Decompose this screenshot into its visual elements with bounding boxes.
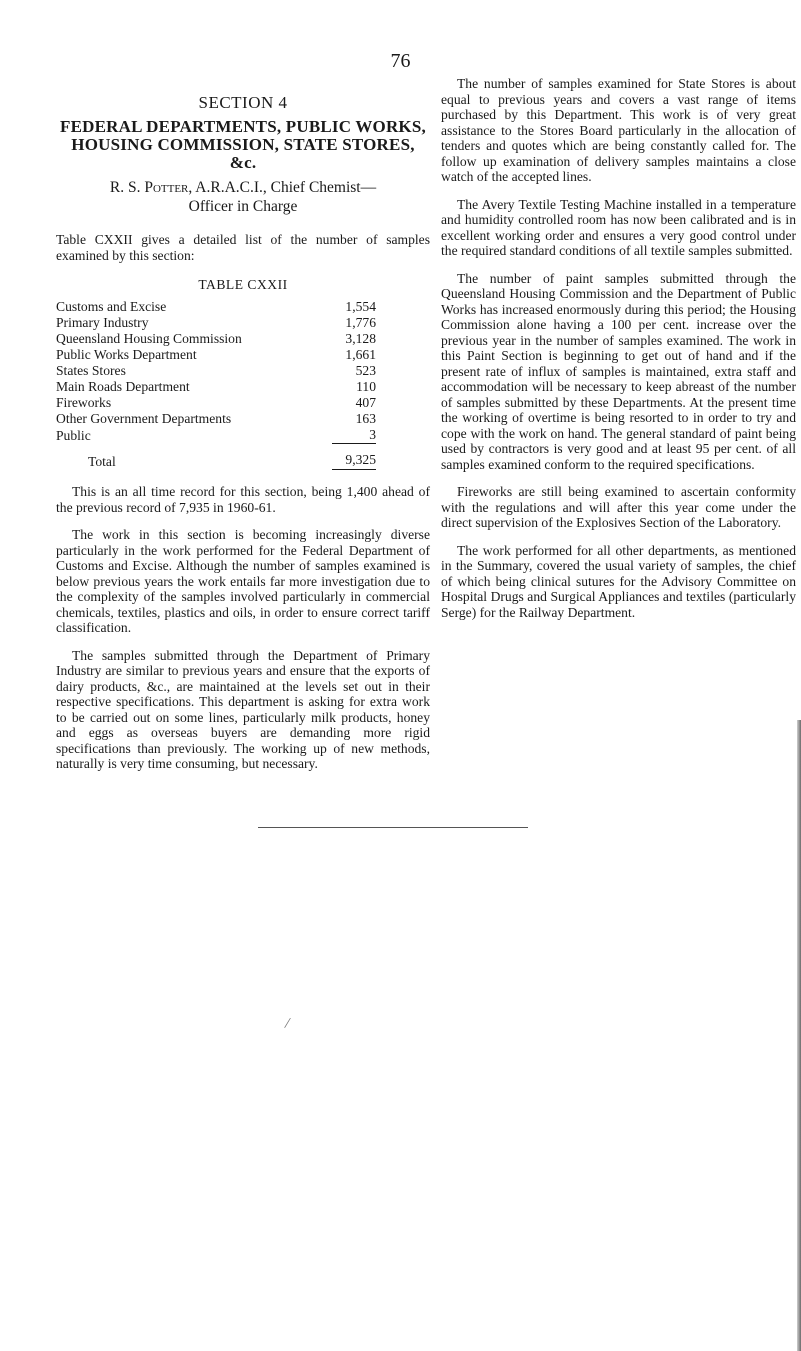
total-value: 9,325 — [332, 444, 376, 470]
table-row — [56, 379, 376, 395]
table-title: TABLE CXXII — [198, 277, 288, 292]
row-label: Public — [56, 427, 91, 443]
row-value: 1,554 — [345, 299, 376, 314]
paragraph-fireworks: Fireworks are still being examined to ascertain conformity with the regulations and will after this year come under the direct supervision of the Explosives Section of the Laboratory. — [441, 484, 796, 530]
samples-table — [56, 299, 376, 470]
row-value: 163 — [355, 411, 376, 426]
table-total-row — [56, 444, 376, 470]
paragraph-state-stores: The number of samples examined for State Stores is about equal to previous years and covers a vast range of items purchased by this Department. This work is of very great assistance to the Stores Board particularly in the allocation of tenders and quotes which are being constantly called for. The follow up examination of delivery samples maintains a close watch of the accepted lines. — [441, 76, 796, 184]
table-row — [56, 395, 376, 411]
page-number: 76 — [390, 50, 411, 72]
table-row — [56, 427, 376, 444]
table-row — [56, 411, 376, 427]
row-label: Customs and Excise — [56, 299, 167, 314]
stray-mark: / — [283, 1014, 292, 1033]
paragraph-other-departments: The work performed for all other departments, as mentioned in the Summary, covered the usual variety of samples, the chief of which being clinical sutures for the Advisory Committee on Hospital Drugs and Surgical Appliances and textiles (particularly Serge) for the Railway Department. — [441, 542, 796, 620]
table-row — [56, 315, 376, 331]
section-heading: FEDERAL DEPARTMENTS, PUBLIC WORKS, HOUSING COMMISSION, STATE STORES, &c. — [60, 117, 426, 172]
footer-rule — [258, 827, 528, 828]
chief-chemist-name: R. S. Potter — [109, 179, 189, 196]
chief-chemist-title: , A.R.A.C.I., Chief Chemist— — [188, 179, 377, 196]
row-label: Queensland Housing Commission — [56, 331, 242, 346]
row-label: States Stores — [56, 363, 126, 378]
paragraph-primary-industry: The samples submitted through the Department of Primary Industry are similar to previous years and ensure that the exports of dairy products, &c., are maintained at the levels set out in their respective specifications. This department is asking for extra work to be carried out on some lines, particularly milk products, honey and eggs as overseas buyers are demanding more rigid specifications than previously. The working up of new methods, naturally is very time consuming, but necessary. — [56, 647, 430, 771]
row-label: Public Works Department — [56, 347, 197, 362]
row-value: 110 — [356, 379, 376, 394]
byline — [56, 178, 430, 216]
table-row — [56, 363, 376, 379]
table-row — [56, 299, 376, 315]
table-intro: Table CXXII gives a detailed list of the number of samples examined by this section: — [56, 232, 430, 263]
page-edge-shadow — [797, 720, 801, 1351]
row-value: 1,661 — [345, 347, 376, 362]
row-value: 523 — [355, 363, 376, 378]
total-label: Total — [88, 453, 116, 469]
paragraph-customs: The work in this section is becoming increasingly diverse particularly in the work performed for the Federal Department of Customs and Excise. Although the number of samples examined is below previous years the work entails far more investigation due to the complexity of the samples involved particularly in commercial chemicals, textiles, plastics and oils, in order to ensure correct tariff classification. — [56, 527, 430, 635]
paragraph-record: This is an all time record for this section, being 1,400 ahead of the previous record of 7,935 in 1960-61. — [56, 484, 430, 515]
row-value: 1,776 — [345, 315, 376, 330]
table-row — [56, 331, 376, 347]
row-label: Other Government Departments — [56, 411, 232, 426]
left-column — [56, 93, 430, 784]
paragraph-textile-machine: The Avery Textile Testing Machine installed in a temperature and humidity controlled room has now been calibrated and is in excellent working order and ensures a very good control under the required standard conditions of all textile samples submitted. — [441, 196, 796, 258]
table-row — [56, 347, 376, 363]
row-label: Fireworks — [56, 395, 112, 410]
row-value: 3,128 — [345, 331, 376, 346]
section-label: SECTION 4 — [198, 93, 288, 112]
paragraph-paint-samples: The number of paint samples submitted through the Queensland Housing Commission and the Department of Public Works has increased enormously during this period; the Housing Commission alone having a 100 per cent. increase over the previous year in the number of samples examined. The work in this Paint Section is beginning to get out of hand and if the present rate of influx of samples is maintained, extra staff and accommodation will be necessary to keep abreast of the number of samples submitted by these Departments. At the present time the working of overtime is being resorted to in order to try and cope with the work on hand. The general standard of paint being used by contractors is very good and at least 95 per cent. of all samples examined conform to the required specifications. — [441, 270, 796, 472]
row-label: Main Roads Department — [56, 379, 190, 394]
row-value: 3 — [332, 427, 376, 444]
right-column — [441, 76, 796, 632]
row-label: Primary Industry — [56, 315, 149, 330]
officer-in-charge: Officer in Charge — [188, 198, 298, 215]
row-value: 407 — [355, 395, 376, 410]
